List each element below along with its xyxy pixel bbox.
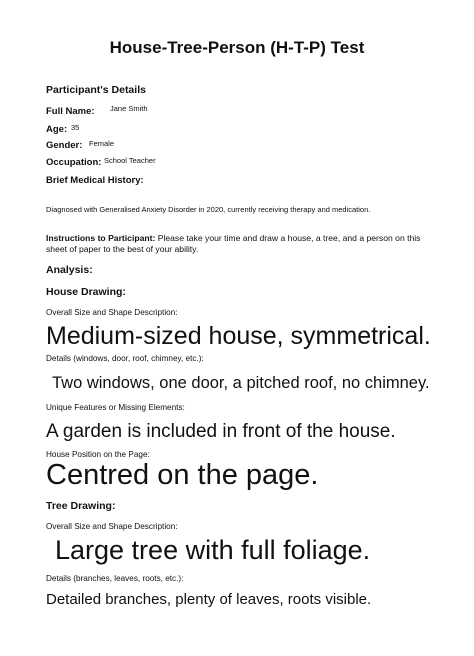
house-position-question: House Position on the Page:: [46, 450, 150, 459]
instructions-label: Instructions to Participant:: [46, 233, 156, 243]
house-details-question: Details (windows, door, roof, chimney, etc.):: [46, 354, 204, 363]
house-size-question: Overall Size and Shape Description:: [46, 308, 178, 317]
house-position-answer: Centred on the page.: [46, 459, 319, 491]
tree-details-answer: Detailed branches, plenty of leaves, roots visible.: [46, 591, 372, 608]
tree-size-answer: Large tree with full foliage.: [55, 535, 371, 565]
tree-size-question: Overall Size and Shape Description:: [46, 522, 178, 531]
medical-history-label: Brief Medical History:: [46, 175, 144, 186]
gender-value: Female: [89, 139, 115, 148]
house-features-answer: A garden is included in front of the house.: [46, 421, 396, 442]
tree-details-question: Details (branches, leaves, roots, etc.):: [46, 574, 184, 583]
instructions-text: Please take your time and draw a house, a tree, and a person on this sheet of paper to the best of your ability.: [46, 233, 421, 254]
participant-heading: Participant's Details: [46, 84, 146, 96]
gender-label: Gender:: [46, 140, 83, 151]
age-label: Age:: [46, 124, 68, 135]
full-name-label: Full Name:: [46, 106, 95, 117]
house-heading: House Drawing:: [46, 286, 126, 298]
page-title: House-Tree-Person (H-T-P) Test: [109, 38, 365, 57]
occupation-label: Occupation:: [46, 157, 102, 168]
age-value: 35: [71, 123, 80, 132]
house-size-answer: Medium-sized house, symmetrical.: [46, 322, 431, 350]
house-details-answer: Two windows, one door, a pitched roof, no chimney.: [52, 374, 430, 392]
full-name-value: Jane Smith: [110, 104, 148, 113]
house-features-question: Unique Features or Missing Elements:: [46, 403, 185, 412]
occupation-value: School Teacher: [104, 156, 156, 165]
instructions: [46, 233, 436, 255]
analysis-heading: Analysis:: [46, 264, 93, 276]
tree-heading: Tree Drawing:: [46, 500, 116, 512]
medical-history-value: Diagnosed with Generalised Anxiety Disorder in 2020, currently receiving therapy and medication.: [46, 205, 371, 214]
